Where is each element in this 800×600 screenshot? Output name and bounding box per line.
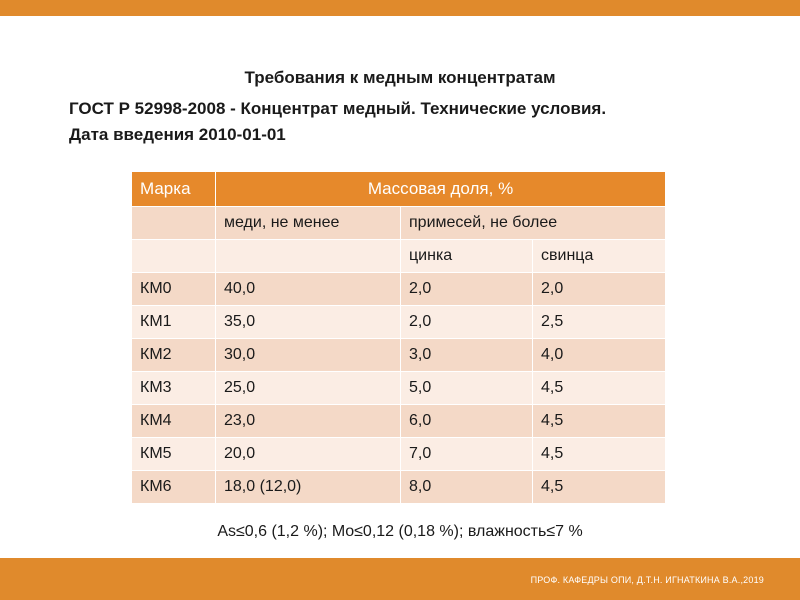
zinc-cell: 7,0 xyxy=(401,438,533,471)
zinc-cell: 5,0 xyxy=(401,372,533,405)
subheader-grade-cell xyxy=(132,207,216,240)
grade-cell: КМ0 xyxy=(132,273,216,306)
grade-cell: КМ1 xyxy=(132,306,216,339)
lead-cell: 4,5 xyxy=(533,405,666,438)
table-row xyxy=(132,471,666,504)
grade-cell: КМ5 xyxy=(132,438,216,471)
table-row xyxy=(132,339,666,372)
slide-title: Требования к медным концентратам xyxy=(244,68,556,87)
copper-cell: 20,0 xyxy=(216,438,401,471)
grade-cell: КМ4 xyxy=(132,405,216,438)
footer-bar xyxy=(0,558,800,600)
lead-cell: 2,0 xyxy=(533,273,666,306)
table-row xyxy=(132,405,666,438)
lead-cell: 2,5 xyxy=(533,306,666,339)
requirements-table xyxy=(131,171,666,504)
lead-header: свинца xyxy=(533,240,666,273)
mass-fraction-header: Массовая доля, % xyxy=(216,172,666,207)
copper-cell: 23,0 xyxy=(216,405,401,438)
zinc-header: цинка xyxy=(401,240,533,273)
zinc-cell: 6,0 xyxy=(401,405,533,438)
lead-cell: 4,5 xyxy=(533,372,666,405)
zinc-cell: 3,0 xyxy=(401,339,533,372)
effective-date: Дата введения 2010-01-01 xyxy=(69,125,286,144)
copper-cell: 25,0 xyxy=(216,372,401,405)
table-row xyxy=(132,372,666,405)
table-subheader-row xyxy=(132,240,666,273)
copper-cell: 18,0 (12,0) xyxy=(216,471,401,504)
impurity-footnote: As≤0,6 (1,2 %); Mo≤0,12 (0,18 %); влажность≤7 % xyxy=(217,523,583,540)
lead-cell: 4,5 xyxy=(533,471,666,504)
lead-cell: 4,5 xyxy=(533,438,666,471)
zinc-cell: 2,0 xyxy=(401,306,533,339)
grade-cell: КМ2 xyxy=(132,339,216,372)
table-header-row xyxy=(132,172,666,207)
copper-cell: 30,0 xyxy=(216,339,401,372)
grade-header: Марка xyxy=(132,172,216,207)
zinc-cell: 8,0 xyxy=(401,471,533,504)
grade-cell: КМ3 xyxy=(132,372,216,405)
table-row xyxy=(132,273,666,306)
lead-cell: 4,0 xyxy=(533,339,666,372)
copper-header: меди, не менее xyxy=(216,207,401,240)
table-row xyxy=(132,306,666,339)
standard-title: ГОСТ Р 52998-2008 - Концентрат медный. Технические условия. xyxy=(69,99,607,118)
zinc-cell: 2,0 xyxy=(401,273,533,306)
copper-cell: 35,0 xyxy=(216,306,401,339)
table-row xyxy=(132,438,666,471)
table-subheader-row xyxy=(132,207,666,240)
grade-cell: КМ6 xyxy=(132,471,216,504)
footer-author: ПРОФ. КАФЕДРЫ ОПИ, Д.Т.Н. ИГНАТКИНА В.А.,2019 xyxy=(530,575,764,585)
subheader-copper-cell xyxy=(216,240,401,273)
copper-cell: 40,0 xyxy=(216,273,401,306)
impurities-header: примесей, не более xyxy=(401,207,666,240)
top-accent-bar xyxy=(0,0,800,16)
subheader-grade-cell xyxy=(132,240,216,273)
